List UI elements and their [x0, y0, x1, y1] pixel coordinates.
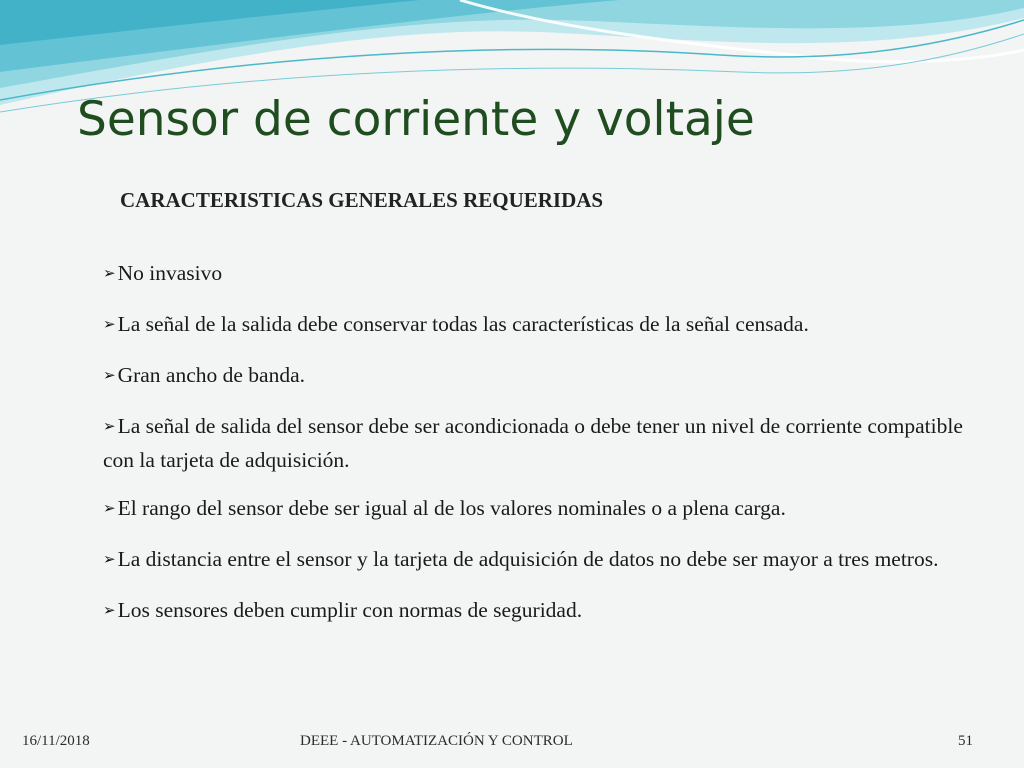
bullet-text: Los sensores deben cumplir con normas de seguridad. [117, 598, 583, 622]
bullet-text: Gran ancho de banda. [117, 363, 306, 387]
bullet-text: La distancia entre el sensor y la tarjeta de adquisición de datos no debe ser mayor a tres metros. [117, 547, 939, 571]
requirements-list [103, 258, 983, 646]
footer-course-title: DEEE - AUTOMATIZACIÓN Y CONTROL [300, 733, 573, 749]
section-subtitle: CARACTERISTICAS GENERALES REQUERIDAS [120, 188, 604, 212]
list-item [103, 258, 983, 292]
list-item [103, 360, 983, 394]
list-item [103, 544, 983, 578]
list-item [103, 493, 983, 527]
arrow-bullet-icon: ➢ [103, 603, 116, 619]
arrow-bullet-icon: ➢ [103, 368, 116, 384]
bullet-text: El rango del sensor debe ser igual al de los valores nominales o a plena carga. [117, 496, 786, 520]
slide-title: Sensor de corriente y voltaje [77, 92, 755, 147]
arrow-bullet-icon: ➢ [103, 419, 116, 435]
bullet-text: La señal de la salida debe conservar todas las características de la señal censada. [117, 312, 809, 336]
bullet-text: No invasivo [117, 261, 223, 285]
bullet-text: La señal de salida del sensor debe ser acondicionada o debe tener un nivel de corriente compatible con la tarjeta de adquisición. [103, 414, 963, 472]
footer-date: 16/11/2018 [22, 733, 90, 749]
arrow-bullet-icon: ➢ [103, 501, 116, 517]
list-item [103, 309, 983, 343]
list-item [103, 411, 983, 476]
arrow-bullet-icon: ➢ [103, 317, 116, 333]
list-item [103, 595, 983, 629]
arrow-bullet-icon: ➢ [103, 266, 116, 282]
footer-page-number: 51 [958, 733, 973, 749]
arrow-bullet-icon: ➢ [103, 552, 116, 568]
